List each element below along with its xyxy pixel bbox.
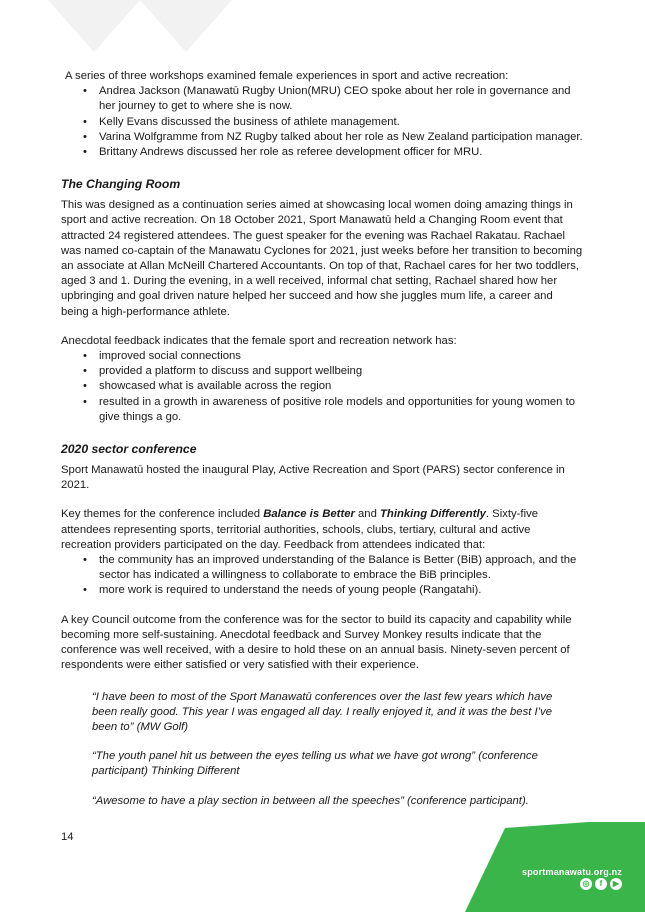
quote: “Awesome to have a play section in between all the speeches” (conference participant). [92,794,529,807]
list-item: • Varina Wolfgramme from NZ Rugby talked about her role as New Zealand participation manager. [61,130,583,145]
findings-list [61,553,583,599]
youtube-icon[interactable]: ▶ [610,878,622,890]
quote: “The youth panel hit us between the eyes telling us what we have got wrong” (conference participant) Thinking Different [92,750,538,778]
quote: “I have been to most of the Sport Manawatū conferences over the last few years which have been really good. This year I was engaged all day. I really enjoyed it, and it was the best I’ve been to” (MW Golf) [92,690,553,733]
page-content [61,69,583,809]
facebook-icon[interactable]: f [595,878,607,890]
list-item: • the community has an improved understanding of the Balance is Better (BiB) approach, and the sector has indicated a willingness to collaborate to embrace the BiB principles. [61,553,583,583]
list-item: • improved social connections [61,349,583,364]
themes-and: and [354,508,381,521]
page-number: 14 [61,831,74,843]
section-heading-changing-room: The Changing Room [61,177,181,192]
themes-prefix: Key themes for the conference included [61,508,264,521]
footer-url[interactable]: sportmanawatu.org.nz [522,867,623,877]
theme-thinking-differently: Thinking Differently [380,508,486,521]
section-heading-conference: 2020 sector conference [61,442,197,457]
workshops-intro: A series of three workshops examined female experiences in sport and active recreation: [65,70,509,82]
feedback-intro: Anecdotal feedback indicates that the female sport and recreation network has: [61,334,457,347]
conference-body: Sport Manawatū hosted the inaugural Play, Active Recreation and Sport (PARS) sector conference in 2021. [61,464,565,492]
conference-outcome: A key Council outcome from the conference was for the sector to build its capacity and capability while becoming more self-sustaining. Anecdotal feedback and Survey Monkey results indicate that the conference was well received, with a desire to hold these on an annual basis. Ninety-seven percent of respondents were either satisfied or very satisfied with their experience. [61,613,572,672]
header-chevron-decoration [0,0,240,60]
list-item: • Brittany Andrews discussed her role as referee development officer for MRU. [61,145,583,160]
feedback-list [61,349,583,425]
list-item: • provided a platform to discuss and support wellbeing [61,364,583,379]
workshops-list [61,84,583,160]
instagram-icon[interactable]: ◎ [580,878,592,890]
list-item: • Kelly Evans discussed the business of athlete management. [61,115,583,130]
themes-suffix: . Sixty-five attendees representing sports, territorial authorities, schools, clubs, tertiary, cultural and active recreation providers participated on the day. Feedback from attendees indicated that: [61,508,539,551]
conference-themes [61,507,583,553]
theme-balance-is-better: Balance is Better [263,508,355,521]
changing-room-body: This was designed as a continuation series aimed at showcasing local women doing amazing things in sport and active recreation. On 18 October 2021, Sport Manawatū held a Changing Room event that attracted 24 registered attendees. The guest speaker for the evening was Rachael Rakatau. Rachael was named co-captain of the Manawatu Cyclones for 2021, just weeks before her transition to becoming an associate at Allan McNeill Chartered Accountants. On top of that, Rachael cares for her two toddlers, aged 3 and 1. During the evening, in a well received, informal chat setting, Rachael shared how her upbringing and goal driven nature helped her succeed and how she juggles mum life, a career and being a high-performance athlete. [61,199,583,318]
list-item: • showcased what is available across the region [61,379,583,394]
list-item: • resulted in a growth in awareness of positive role models and opportunities for young women to give things a go. [61,395,583,425]
list-item: • more work is required to understand the needs of young people (Rangatahi). [61,583,583,598]
list-item: • Andrea Jackson (Manawatū Rugby Union(MRU) CEO spoke about her role in governance and her journey to get to where she is now. [61,84,583,114]
